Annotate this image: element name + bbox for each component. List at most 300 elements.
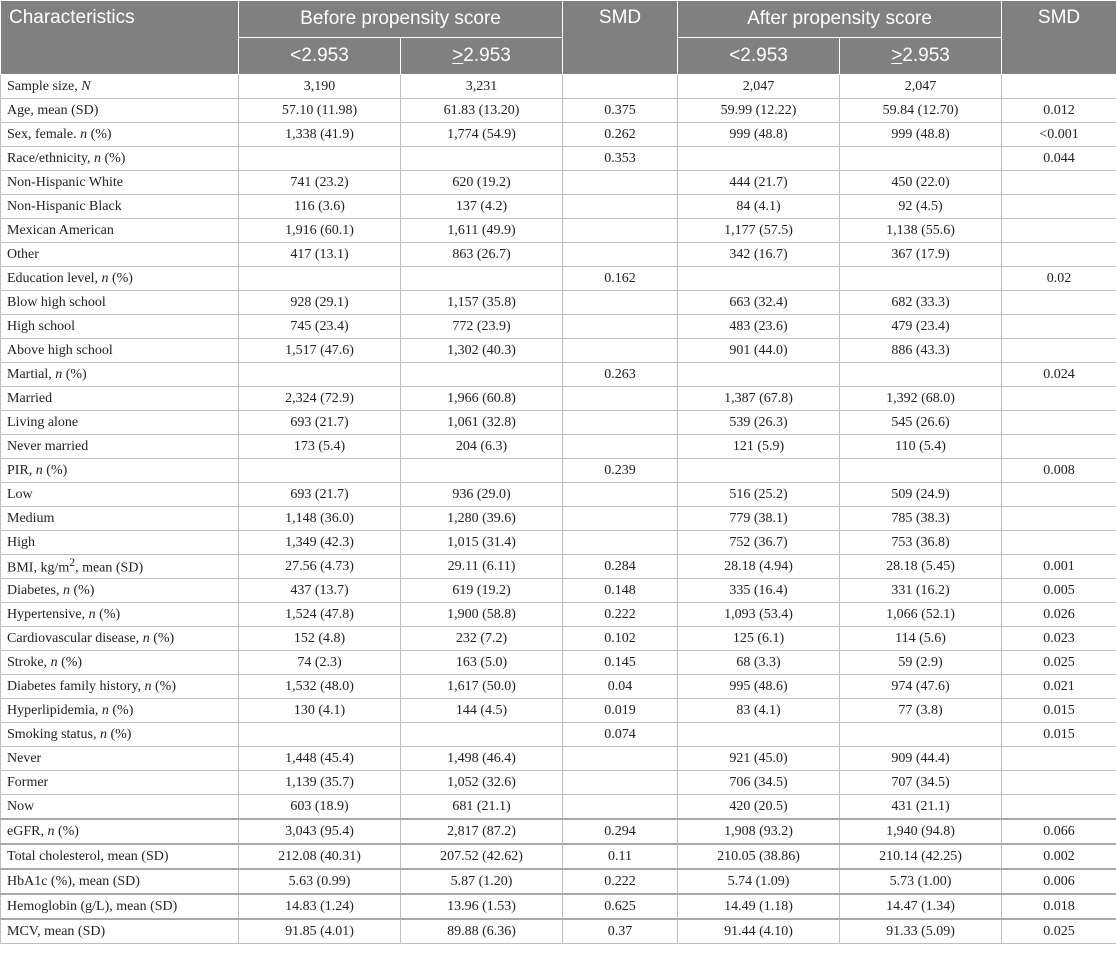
row-label <box>1 723 239 747</box>
cell-before-lt: 928 (29.1) <box>239 291 401 315</box>
cell-after-lt: 83 (4.1) <box>678 699 840 723</box>
cell-after-ge: 91.33 (5.09) <box>840 919 1002 944</box>
cell-after-lt: 210.05 (38.86) <box>678 844 840 869</box>
cell-before-ge: 863 (26.7) <box>401 243 563 267</box>
cell-smd-before <box>563 795 678 820</box>
cell-after-ge: 5.73 (1.00) <box>840 869 1002 894</box>
cell-after-lt: 28.18 (4.94) <box>678 555 840 579</box>
label-text: Hyperlipidemia, <box>7 702 102 718</box>
cell-before-ge: 681 (21.1) <box>401 795 563 820</box>
label-text: HbA1c (%), mean (SD) <box>7 873 140 889</box>
header-before-propensity: Before propensity score <box>239 1 563 38</box>
cell-smd-before: 0.353 <box>563 147 678 171</box>
cell-smd-after: 0.008 <box>1002 459 1116 483</box>
table-row <box>1 531 1116 555</box>
table-row <box>1 387 1116 411</box>
row-label <box>1 795 239 820</box>
cell-smd-after <box>1002 387 1116 411</box>
label-italic: n <box>93 150 101 166</box>
cell-before-ge: 620 (19.2) <box>401 171 563 195</box>
label-italic: n <box>55 366 63 382</box>
cell-after-ge: 1,940 (94.8) <box>840 819 1002 844</box>
cell-before-lt: 152 (4.8) <box>239 627 401 651</box>
cell-before-ge: 232 (7.2) <box>401 627 563 651</box>
cell-smd-after: 0.001 <box>1002 555 1116 579</box>
label-text: Stroke, <box>7 654 51 670</box>
cell-smd-after <box>1002 219 1116 243</box>
header-characteristics: Characteristics <box>1 1 239 75</box>
row-label <box>1 771 239 795</box>
cell-smd-before <box>563 339 678 363</box>
cell-smd-after <box>1002 411 1116 435</box>
table-row <box>1 819 1116 844</box>
cell-before-lt: 1,517 (47.6) <box>239 339 401 363</box>
cell-after-ge: 1,138 (55.6) <box>840 219 1002 243</box>
label-text: Smoking status, <box>7 726 100 742</box>
label-suffix: (%) <box>42 462 68 478</box>
cell-after-lt: 706 (34.5) <box>678 771 840 795</box>
cell-smd-after: 0.002 <box>1002 844 1116 869</box>
cell-before-ge: 5.87 (1.20) <box>401 869 563 894</box>
cell-smd-before: 0.11 <box>563 844 678 869</box>
cell-smd-before: 0.239 <box>563 459 678 483</box>
cell-after-ge: 1,392 (68.0) <box>840 387 1002 411</box>
cell-smd-after: 0.015 <box>1002 723 1116 747</box>
label-suffix: (%) <box>106 726 132 742</box>
label-text: Never <box>7 750 42 766</box>
cell-after-lt: 901 (44.0) <box>678 339 840 363</box>
cell-after-lt: 921 (45.0) <box>678 747 840 771</box>
cell-before-lt <box>239 267 401 291</box>
cell-after-ge: 785 (38.3) <box>840 507 1002 531</box>
label-text: Living alone <box>7 414 79 430</box>
label-italic: n <box>35 462 43 478</box>
cell-before-lt: 437 (13.7) <box>239 579 401 603</box>
cell-smd-after <box>1002 75 1116 99</box>
row-label <box>1 869 239 894</box>
cell-smd-after: 0.006 <box>1002 869 1116 894</box>
cell-smd-before: 0.284 <box>563 555 678 579</box>
cell-after-lt <box>678 459 840 483</box>
table-row <box>1 675 1116 699</box>
cell-before-lt: 1,524 (47.8) <box>239 603 401 627</box>
label-italic: n <box>88 606 96 622</box>
table-row <box>1 243 1116 267</box>
cell-after-ge: 509 (24.9) <box>840 483 1002 507</box>
table-row <box>1 771 1116 795</box>
label-text: Now <box>7 798 35 814</box>
cell-smd-after <box>1002 795 1116 820</box>
cell-after-ge: 59.84 (12.70) <box>840 99 1002 123</box>
cell-smd-before <box>563 243 678 267</box>
cell-before-ge: 61.83 (13.20) <box>401 99 563 123</box>
row-label <box>1 627 239 651</box>
cell-after-ge: 909 (44.4) <box>840 747 1002 771</box>
cell-after-ge <box>840 363 1002 387</box>
table-row <box>1 919 1116 944</box>
label-text: Blow high school <box>7 294 106 310</box>
cell-after-ge <box>840 147 1002 171</box>
cell-smd-after: 0.025 <box>1002 919 1116 944</box>
cell-after-ge: 92 (4.5) <box>840 195 1002 219</box>
label-text: Sex, female. <box>7 126 81 142</box>
row-label <box>1 699 239 723</box>
label-text: Cardiovascular disease, <box>7 630 143 646</box>
table-row <box>1 603 1116 627</box>
cell-smd-after: 0.024 <box>1002 363 1116 387</box>
label-text: Low <box>7 486 33 502</box>
cell-before-lt: 741 (23.2) <box>239 171 401 195</box>
row-label <box>1 483 239 507</box>
row-label <box>1 99 239 123</box>
row-label <box>1 315 239 339</box>
cell-before-lt: 173 (5.4) <box>239 435 401 459</box>
cell-before-lt: 3,043 (95.4) <box>239 819 401 844</box>
cell-after-lt: 335 (16.4) <box>678 579 840 603</box>
cell-smd-after <box>1002 531 1116 555</box>
table-row <box>1 195 1116 219</box>
cell-before-ge: 1,061 (32.8) <box>401 411 563 435</box>
cell-before-lt: 74 (2.3) <box>239 651 401 675</box>
label-text: Total cholesterol, mean (SD) <box>7 848 169 864</box>
cell-before-lt: 27.56 (4.73) <box>239 555 401 579</box>
table-row <box>1 75 1116 99</box>
cell-smd-after <box>1002 507 1116 531</box>
row-label <box>1 651 239 675</box>
cell-before-lt <box>239 723 401 747</box>
label-italic: n <box>99 726 107 742</box>
cell-smd-after <box>1002 315 1116 339</box>
cell-before-ge: 89.88 (6.36) <box>401 919 563 944</box>
cell-smd-before: 0.148 <box>563 579 678 603</box>
cell-smd-before <box>563 171 678 195</box>
header-after-propensity: After propensity score <box>678 1 1002 38</box>
row-label <box>1 75 239 99</box>
header-after-lt: <2.953 <box>678 38 840 75</box>
row-label <box>1 819 239 844</box>
cell-smd-before: 0.222 <box>563 603 678 627</box>
label-italic: n <box>62 582 70 598</box>
table-row <box>1 435 1116 459</box>
cell-smd-before <box>563 435 678 459</box>
cell-before-ge: 13.96 (1.53) <box>401 894 563 919</box>
table-row <box>1 579 1116 603</box>
cell-before-ge <box>401 723 563 747</box>
cell-before-lt: 1,148 (36.0) <box>239 507 401 531</box>
cell-before-ge <box>401 459 563 483</box>
label-text: Non-Hispanic White <box>7 174 123 190</box>
cell-after-ge: 110 (5.4) <box>840 435 1002 459</box>
cell-smd-after: <0.001 <box>1002 123 1116 147</box>
row-label <box>1 459 239 483</box>
row-label <box>1 747 239 771</box>
row-label <box>1 147 239 171</box>
cell-after-ge: 28.18 (5.45) <box>840 555 1002 579</box>
row-label <box>1 507 239 531</box>
cell-before-ge: 2,817 (87.2) <box>401 819 563 844</box>
label-suffix: (%) <box>108 270 133 286</box>
cell-smd-before <box>563 75 678 99</box>
cell-after-lt: 752 (36.7) <box>678 531 840 555</box>
label-text: High <box>7 534 35 550</box>
cell-before-ge: 207.52 (42.62) <box>401 844 563 869</box>
cell-before-ge: 1,966 (60.8) <box>401 387 563 411</box>
label-text: MCV, mean (SD) <box>7 923 106 939</box>
cell-before-ge <box>401 363 563 387</box>
table-row <box>1 459 1116 483</box>
cell-before-lt: 14.83 (1.24) <box>239 894 401 919</box>
cell-before-ge: 1,900 (58.8) <box>401 603 563 627</box>
cell-before-lt: 1,448 (45.4) <box>239 747 401 771</box>
label-text: Other <box>7 246 39 262</box>
cell-before-lt <box>239 147 401 171</box>
cell-smd-before: 0.263 <box>563 363 678 387</box>
cell-after-lt <box>678 147 840 171</box>
cell-after-ge: 753 (36.8) <box>840 531 1002 555</box>
row-label <box>1 675 239 699</box>
cell-after-ge: 974 (47.6) <box>840 675 1002 699</box>
table-header <box>1 1 1116 75</box>
cell-smd-after <box>1002 771 1116 795</box>
cell-before-lt: 5.63 (0.99) <box>239 869 401 894</box>
cell-after-ge: 367 (17.9) <box>840 243 1002 267</box>
label-suffix: (%) <box>95 606 121 622</box>
cell-before-ge <box>401 267 563 291</box>
cell-before-lt: 3,190 <box>239 75 401 99</box>
cell-after-ge <box>840 723 1002 747</box>
cell-smd-before: 0.222 <box>563 869 678 894</box>
label-italic: n <box>80 126 88 142</box>
row-label <box>1 291 239 315</box>
label-text: Diabetes family history, <box>7 678 145 694</box>
table-row <box>1 723 1116 747</box>
cell-smd-after <box>1002 195 1116 219</box>
row-label <box>1 603 239 627</box>
cell-before-lt: 212.08 (40.31) <box>239 844 401 869</box>
label-text: Education level, <box>7 270 102 286</box>
label-italic: n <box>101 702 109 718</box>
label-text: PIR, <box>7 462 36 478</box>
cell-before-ge: 1,280 (39.6) <box>401 507 563 531</box>
label-italic: n <box>142 630 150 646</box>
row-label <box>1 363 239 387</box>
label-italic: n <box>144 678 152 694</box>
header-smd-before: SMD <box>563 1 678 75</box>
table-row <box>1 869 1116 894</box>
label-text: Above high school <box>7 342 113 358</box>
cell-after-ge: 1,066 (52.1) <box>840 603 1002 627</box>
cell-smd-after: 0.066 <box>1002 819 1116 844</box>
cell-before-lt: 1,916 (60.1) <box>239 219 401 243</box>
label-suffix: (%) <box>151 678 177 694</box>
cell-after-lt: 342 (16.7) <box>678 243 840 267</box>
label-suffix: (%) <box>100 150 126 166</box>
cell-smd-after: 0.015 <box>1002 699 1116 723</box>
table-row <box>1 507 1116 531</box>
cell-after-ge: 886 (43.3) <box>840 339 1002 363</box>
cell-before-lt: 745 (23.4) <box>239 315 401 339</box>
cell-after-lt <box>678 363 840 387</box>
table-row <box>1 699 1116 723</box>
row-label <box>1 531 239 555</box>
cell-before-ge <box>401 147 563 171</box>
label-text: eGFR, <box>7 823 48 839</box>
cell-smd-before <box>563 219 678 243</box>
cell-before-ge: 1,015 (31.4) <box>401 531 563 555</box>
cell-smd-after <box>1002 291 1116 315</box>
cell-after-lt: 59.99 (12.22) <box>678 99 840 123</box>
cell-before-ge: 1,611 (49.9) <box>401 219 563 243</box>
cell-smd-before <box>563 411 678 435</box>
table-row <box>1 267 1116 291</box>
cell-after-ge: 707 (34.5) <box>840 771 1002 795</box>
table-row <box>1 483 1116 507</box>
label-text: Married <box>7 390 53 406</box>
cell-smd-before: 0.145 <box>563 651 678 675</box>
label-superscript: 2 <box>69 556 76 570</box>
cell-smd-after: 0.044 <box>1002 147 1116 171</box>
cell-smd-before <box>563 291 678 315</box>
cell-after-lt: 84 (4.1) <box>678 195 840 219</box>
cell-smd-before: 0.102 <box>563 627 678 651</box>
cell-after-lt <box>678 723 840 747</box>
cell-after-ge <box>840 267 1002 291</box>
cell-after-ge: 210.14 (42.25) <box>840 844 1002 869</box>
cell-smd-before: 0.375 <box>563 99 678 123</box>
label-italic: n <box>101 270 109 286</box>
cell-before-lt: 1,139 (35.7) <box>239 771 401 795</box>
cell-after-lt: 5.74 (1.09) <box>678 869 840 894</box>
cell-after-ge: 545 (26.6) <box>840 411 1002 435</box>
cell-smd-after <box>1002 747 1116 771</box>
row-label <box>1 555 239 579</box>
table-row <box>1 123 1116 147</box>
table-row <box>1 171 1116 195</box>
row-label <box>1 387 239 411</box>
cell-before-ge: 163 (5.0) <box>401 651 563 675</box>
table-row <box>1 363 1116 387</box>
cell-after-ge: 450 (22.0) <box>840 171 1002 195</box>
cell-after-ge: 77 (3.8) <box>840 699 1002 723</box>
cell-before-lt: 91.85 (4.01) <box>239 919 401 944</box>
cell-after-lt: 91.44 (4.10) <box>678 919 840 944</box>
row-label <box>1 894 239 919</box>
cell-after-ge: 479 (23.4) <box>840 315 1002 339</box>
cell-before-lt: 2,324 (72.9) <box>239 387 401 411</box>
cell-after-lt: 483 (23.6) <box>678 315 840 339</box>
cell-after-lt: 1,908 (93.2) <box>678 819 840 844</box>
cell-after-ge: 331 (16.2) <box>840 579 1002 603</box>
table-row <box>1 795 1116 820</box>
cell-smd-before: 0.37 <box>563 919 678 944</box>
label-text: Diabetes, <box>7 582 63 598</box>
label-suffix: (%) <box>62 366 87 382</box>
label-text: Race/ethnicity, <box>7 150 94 166</box>
cell-before-lt: 693 (21.7) <box>239 483 401 507</box>
table-row <box>1 651 1116 675</box>
cell-after-lt: 1,177 (57.5) <box>678 219 840 243</box>
table-row <box>1 747 1116 771</box>
row-label <box>1 579 239 603</box>
cell-after-lt: 995 (48.6) <box>678 675 840 699</box>
cell-before-lt: 417 (13.1) <box>239 243 401 267</box>
cell-smd-after <box>1002 243 1116 267</box>
label-text: Age, mean (SD) <box>7 102 99 118</box>
cell-after-lt <box>678 267 840 291</box>
table-row <box>1 627 1116 651</box>
row-label <box>1 339 239 363</box>
cell-before-lt: 116 (3.6) <box>239 195 401 219</box>
cell-smd-before <box>563 747 678 771</box>
cell-after-lt: 539 (26.3) <box>678 411 840 435</box>
header-after-ge-value: 2.953 <box>902 45 950 66</box>
cell-before-ge: 1,052 (32.6) <box>401 771 563 795</box>
cell-smd-before <box>563 771 678 795</box>
row-label <box>1 267 239 291</box>
header-before-ge <box>401 38 563 75</box>
cell-before-ge: 1,498 (46.4) <box>401 747 563 771</box>
cell-smd-before: 0.294 <box>563 819 678 844</box>
cell-smd-after: 0.026 <box>1002 603 1116 627</box>
cell-after-lt: 516 (25.2) <box>678 483 840 507</box>
cell-smd-after <box>1002 171 1116 195</box>
cell-after-ge: 59 (2.9) <box>840 651 1002 675</box>
cell-after-lt: 779 (38.1) <box>678 507 840 531</box>
cell-before-lt: 1,338 (41.9) <box>239 123 401 147</box>
label-text: BMI, kg/m <box>7 560 70 576</box>
label-suffix: (%) <box>57 654 83 670</box>
cell-smd-before <box>563 507 678 531</box>
cell-after-lt: 68 (3.3) <box>678 651 840 675</box>
label-suffix: (%) <box>87 126 112 142</box>
label-text: Hypertensive, <box>7 606 89 622</box>
table-row <box>1 894 1116 919</box>
cell-smd-before <box>563 195 678 219</box>
cell-before-ge: 1,302 (40.3) <box>401 339 563 363</box>
table-row <box>1 315 1116 339</box>
cell-before-lt: 130 (4.1) <box>239 699 401 723</box>
table-row <box>1 844 1116 869</box>
cell-before-ge: 1,157 (35.8) <box>401 291 563 315</box>
cell-before-lt: 57.10 (11.98) <box>239 99 401 123</box>
label-suffix: (%) <box>108 702 134 718</box>
cell-after-lt: 125 (6.1) <box>678 627 840 651</box>
cell-smd-after <box>1002 339 1116 363</box>
table-body <box>1 75 1116 944</box>
cell-smd-after: 0.023 <box>1002 627 1116 651</box>
table-row <box>1 555 1116 579</box>
cell-after-lt: 1,093 (53.4) <box>678 603 840 627</box>
cell-before-lt: 693 (21.7) <box>239 411 401 435</box>
label-italic: n <box>50 654 58 670</box>
cell-after-ge: 682 (33.3) <box>840 291 1002 315</box>
cell-before-ge: 137 (4.2) <box>401 195 563 219</box>
row-label <box>1 844 239 869</box>
geq-symbol: > <box>452 45 464 66</box>
cell-after-ge: 2,047 <box>840 75 1002 99</box>
table-row <box>1 411 1116 435</box>
row-label <box>1 435 239 459</box>
cell-after-lt: 14.49 (1.18) <box>678 894 840 919</box>
cell-smd-after: 0.02 <box>1002 267 1116 291</box>
label-text: Sample size, <box>7 78 82 94</box>
cell-before-lt <box>239 363 401 387</box>
cell-smd-after: 0.025 <box>1002 651 1116 675</box>
table-row <box>1 147 1116 171</box>
cell-before-ge: 144 (4.5) <box>401 699 563 723</box>
row-label <box>1 243 239 267</box>
cell-smd-before: 0.625 <box>563 894 678 919</box>
